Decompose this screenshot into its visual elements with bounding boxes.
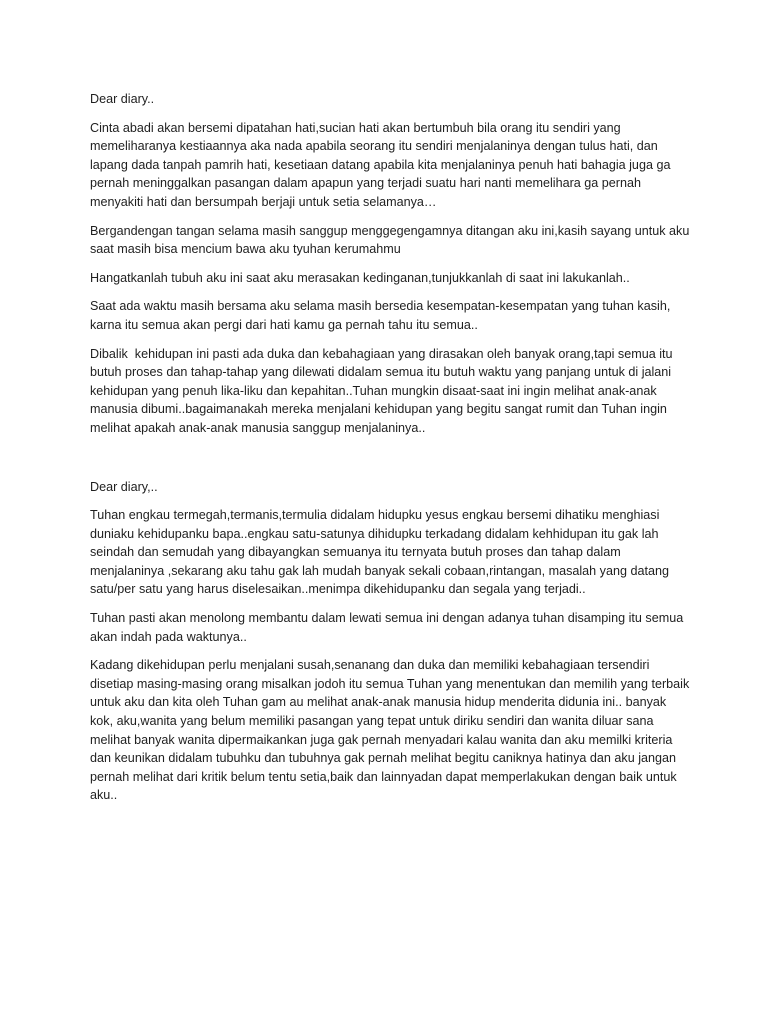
entry-1-paragraph-1: Cinta abadi akan bersemi dipatahan hati,sucian hati akan bertumbuh bila orang itu sendiri yang memeliharanya kestiaannya aka nada apabila seorang itu sendiri menjalaninya dengan tulus hati, dan lapang dada tanpah pamrih hati, kesetiaan datang apabila kita menjalaninya penuh hati bahagia juga ga pernah meninggalkan pasangan dalam apapun yang terjadi suatu hari nanti memelihara ga pernah menyakiti hati dan bersumpah berjaji untuk setia selamanya… — [90, 120, 674, 209]
entry-1-paragraph-4: Saat ada waktu masih bersama aku selama masih bersedia kesempatan-kesempatan yang tuhan kasih, karna itu semua akan pergi dari hati kamu ga pernah tahu itu semua.. — [90, 299, 674, 332]
entry-1-paragraph-2: Bergandengan tangan selama masih sanggup menggegengamnya ditangan aku ini,kasih sayang untuk aku saat masih bisa mencium bawa aku tyuhan kerumahmu — [90, 223, 693, 257]
entry-1-greeting: Dear diary.. — [90, 92, 155, 106]
entry-2-greeting: Dear diary,.. — [90, 479, 158, 494]
entry-2-paragraph-2: Tuhan pasti akan menolong membantu dalam lewati semua ini dengan adanya tuhan disamping itu semua akan indah pada waktunya.. — [90, 611, 687, 644]
entry-1-paragraph-5: Dibalik kehidupan ini pasti ada duka dan kebahagiaan yang dirasakan oleh banyak orang,tapi semua itu butuh proses dan tahap-tahap yang dilewati didalam semua itu butuh waktu yang panjang untuk di jalani kehidupan yang penuh lika-liku dan kepahitan..Tuhan mungkin disaat-saat ini ingin melihat anak-anak manusia dibumi..bagaimanakah mereka menjalani kehidupan yang begitu sangat rumit dan Tuhan ingin melihat apakah anak-anak manusia sanggup menjalaninya.. — [90, 346, 677, 435]
entry-2-paragraph-1: Tuhan engkau termegah,termanis,termulia didalam hidupku yesus engkau bersemi dihatiku menghiasi duniaku kehidupanku bapa..engkau satu-satunya dihidupku terkadang didalam kehhidupan itu gak lah seindah dan semudah yang dibayangkan semuanya itu ternyata butuh proses dan tahap dalam menjalaninya ,sekarang aku tahu gak lah mudah banyak sekali cobaan,rintangan, masalah yang datang satu/per satu yang harus diselesaikan..menimpa dikehidupanku dan segala yang terjadi.. — [90, 508, 673, 597]
diary-content — [90, 90, 693, 815]
entry-separator — [90, 448, 690, 478]
entry-2-paragraph-3: Kadang dikehidupan perlu menjalani susah,senanang dan duka dan memiliki kebahagiaan tersendiri disetiap masing-masing orang misalkan jodoh itu semua Tuhan yang menentukan dan memilih yang terbaik untuk aku dan kita oleh Tuhan gam au melihat anak-anak manusia hidup menderita didunia ini.. banyak kok, aku,wanita yang belum memiliki pasangan yang tepat untuk diriku sendiri dan wanita diluar sana melihat banyak wanita dipermaikankan juga gak pernah menyadari kalau wanita dan aku memilki kriteria dan keunikan didalam tubuhku dan tubuhnya gak pernah melihat begitu caniknya hatinya dan aku jangan pernah melihat dari kritik belum tentu setia,baik dan lainnyadan dapat memperlakukan dengan baik untuk aku.. — [90, 658, 693, 803]
entry-1-paragraph-3: Hangatkanlah tubuh aku ini saat aku merasakan kedinganan,tunjukkanlah di saat ini lakukanlah.. — [90, 270, 630, 285]
